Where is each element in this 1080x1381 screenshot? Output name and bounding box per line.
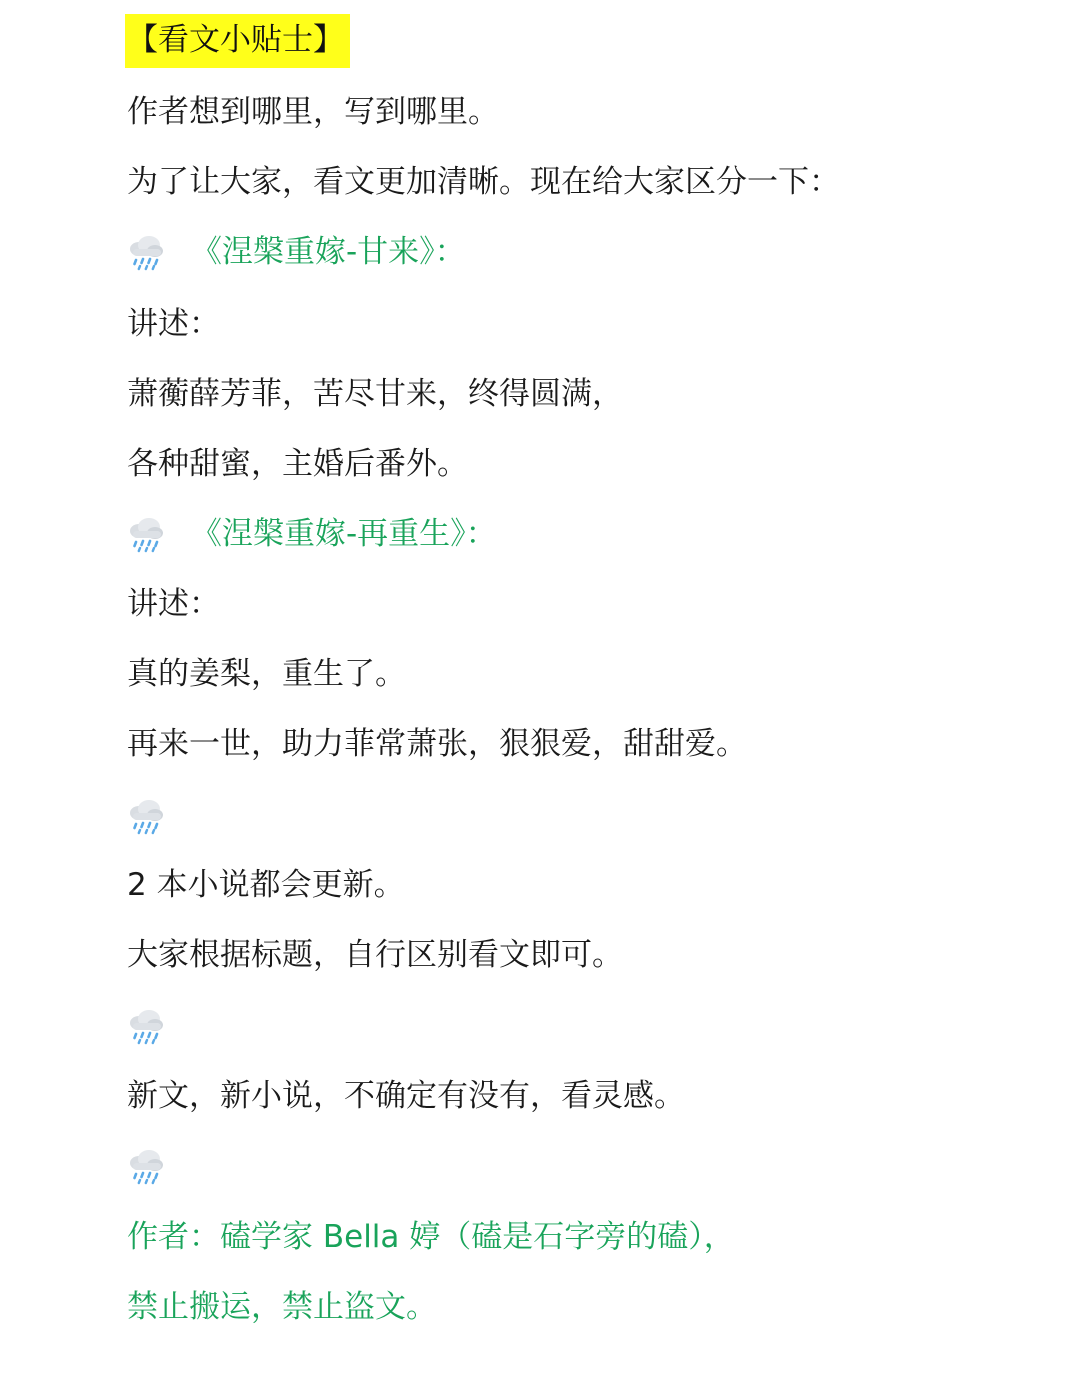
update-note-line-2: 大家根据标题，自行区别看文即可。 — [127, 937, 623, 973]
section-2-title-row — [127, 514, 497, 554]
divider-2 — [127, 1006, 165, 1046]
section-1-line-1: 萧蘅薛芳菲，苦尽甘来，终得圆满， — [127, 376, 623, 412]
rain-cloud-icon — [127, 1006, 165, 1046]
new-note: 新文，新小说，不确定有没有，看灵感。 — [127, 1078, 685, 1114]
section-2-line-1: 真的姜梨，重生了。 — [127, 656, 406, 692]
update-note-line-1: 2 本小说都会更新。 — [127, 867, 405, 903]
tip-highlight: 【看文小贴士】 — [125, 14, 350, 68]
intro-line-2: 为了让大家，看文更加清晰。现在给大家区分一下： — [127, 164, 840, 200]
tip-heading — [127, 20, 350, 60]
section-2-label: 讲述： — [127, 586, 220, 622]
section-1-title-row — [127, 232, 466, 272]
copyright-line: 禁止搬运，禁止盗文。 — [127, 1289, 437, 1325]
section-1-title: 《涅槃重嫁-甘来》： — [191, 234, 466, 270]
section-1-line-2: 各种甜蜜，主婚后番外。 — [127, 446, 468, 482]
intro-line-1: 作者想到哪里，写到哪里。 — [127, 94, 499, 130]
rain-cloud-icon — [127, 514, 165, 554]
rain-cloud-icon — [127, 796, 165, 836]
rain-cloud-icon — [127, 232, 165, 272]
rain-cloud-icon — [127, 1146, 165, 1186]
divider-1 — [127, 796, 165, 836]
section-2-line-2: 再来一世，助力菲常萧张，狠狠爱，甜甜爱。 — [127, 726, 747, 762]
section-2-title: 《涅槃重嫁-再重生》： — [191, 516, 497, 552]
divider-3 — [127, 1146, 165, 1186]
author-line: 作者：磕学家 Bella 婷（磕是石字旁的磕）， — [127, 1219, 735, 1255]
section-1-label: 讲述： — [127, 306, 220, 342]
